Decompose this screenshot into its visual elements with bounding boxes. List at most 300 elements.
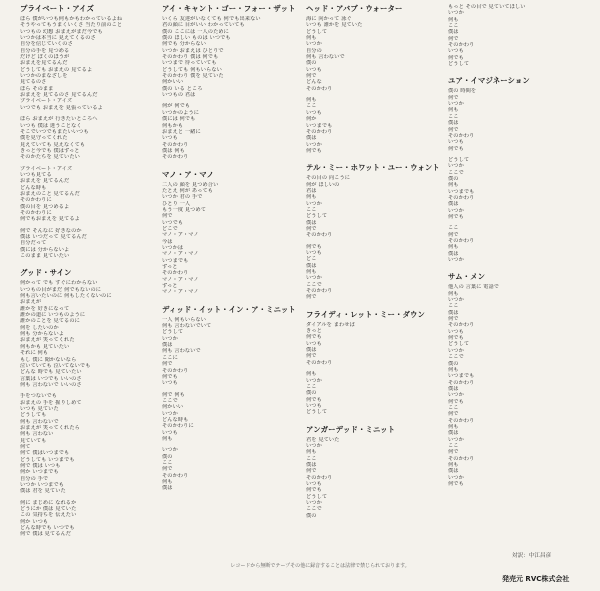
lyric-line: 何でも (448, 398, 464, 405)
column-3 (306, 4, 444, 528)
lyric-line: ほら 僕がいつも何もかもわかっているよね (20, 16, 123, 22)
lyric-line: いつもの 君は (162, 92, 196, 99)
lyric-line: いつまで 待っていても (162, 60, 217, 67)
lyric-line: ここ (306, 206, 317, 213)
song-block (306, 163, 444, 301)
song-title: アイ・キャント・ゴー・フォー・ザット (162, 4, 296, 13)
lyric-line: そのかわり 僕は 何でも (162, 54, 219, 61)
lyric-line: いつまでも (162, 257, 189, 264)
lyric-line: ここで (448, 169, 464, 176)
lyric-line: ひとり 一人 (162, 200, 191, 207)
lyric-line: 何も (448, 423, 459, 430)
lyric-line: いつも (448, 139, 464, 146)
lyric-line: だけど ぼくのほうが (20, 54, 70, 61)
lyric-line: いつも (306, 480, 322, 487)
lyric-line: 今は (162, 238, 173, 245)
lyric-line: どんな時も (162, 416, 189, 423)
lyric-line: ここ (448, 442, 459, 449)
lyric-line: 何も (448, 290, 459, 297)
lyric-line: 何も (162, 479, 173, 485)
lyric-line: いつも (162, 380, 178, 387)
lyric-line: そのかわり (448, 238, 475, 244)
lyric-line: いつか (306, 41, 322, 48)
lyric-line: いつも 僕は 迷うことなく (20, 122, 82, 129)
lyric-line: マノ・ア・マノ (162, 232, 199, 239)
lyric-line: 何でも (448, 213, 464, 220)
column-1 (20, 4, 158, 547)
lyric-line: ここ (306, 383, 317, 390)
lyric-line: 何かって でも すぐにわからない (20, 280, 98, 287)
lyric-line: 何も 言わないで (20, 418, 59, 425)
lyric-line: いつかのように (162, 109, 200, 116)
lyric-line: どこで (162, 225, 178, 232)
song-title: テル・ミー・ホワット・ユー・ウォント (306, 163, 440, 173)
lyric-line: 何でも (306, 396, 322, 403)
lyric-line: その目の 向こうに (306, 175, 351, 182)
lyric-line: 何でも (448, 145, 464, 152)
lyric-line: おまえが (20, 299, 42, 306)
lyric-line: 何も (306, 194, 317, 201)
lyric-line: きっと今でも 僕はずっと (20, 147, 80, 154)
song-block (20, 268, 158, 537)
lyric-line: そうやってもうまくいくさ 当たり前のこと (20, 22, 123, 29)
lyric-line: いつまでも (306, 122, 333, 129)
lyric-line: それに 何も (20, 350, 49, 357)
lyric-line: 何で (448, 316, 459, 323)
song-block (306, 4, 444, 154)
lyric-line: 僕には 何でも (162, 116, 196, 123)
lyric-line: どうして (306, 213, 328, 220)
song-block (448, 76, 586, 263)
lyric-line: 僕の (448, 175, 459, 182)
lyric-line: いつか (306, 442, 322, 449)
lyric-line: そのかわり (306, 128, 333, 135)
lyric-line: おまえと 一緒に (162, 128, 201, 135)
lyric-line: 何で (448, 231, 459, 238)
lyric-line: 僕は (306, 461, 317, 468)
lyric-line: 僕は いつだって 見てるんだ (20, 234, 87, 240)
lyric-line: 僕は (448, 468, 459, 475)
lyric-line: そのかわりに (20, 209, 52, 216)
lyric-line: 僕の (448, 360, 459, 367)
publisher-credit: 発売元 RVC株式会社 (502, 575, 570, 583)
lyric-line: 何も (306, 371, 317, 378)
lyric-line: いつでも (162, 219, 184, 226)
lyric-line: どこ (306, 256, 317, 263)
lyric-line: ここ (306, 455, 317, 462)
lyric-line: 何で (306, 73, 317, 80)
lyric-line: いつか (448, 474, 464, 481)
lyric-line: 何で 僕は 見てるんだ (20, 531, 72, 538)
lyric-line: 何が ほしいの (306, 181, 340, 188)
lyric-line: そのかわり (162, 141, 189, 148)
lyric-line: ここ (448, 113, 459, 120)
lyric-line: 僕の ここには 一人のために (162, 28, 229, 35)
lyric-line: どうしても 何もいらない (162, 66, 222, 73)
lyric-line: このまま 見ていたい (20, 253, 70, 260)
copyright-footnote: レコードから無断でテープその他に録音することは法律で禁じられております。 (230, 563, 410, 569)
lyric-line: いつか (162, 447, 178, 454)
lyric-line: おまえの 手を 握りしめて (20, 399, 82, 406)
lyric-line: 何も 言わない (20, 431, 54, 438)
lyric-line: 僕は (162, 342, 173, 349)
lyric-line: 何も (306, 449, 317, 456)
lyric-line: 何でも (448, 481, 464, 488)
song-title: サム・メン (448, 272, 486, 282)
lyric-line: 何も 言わないで (306, 54, 345, 61)
lyric-line: マノ・ア・マノ (162, 289, 199, 296)
lyric-line: 一人 何もいらない (162, 316, 207, 323)
lyric-line: 僕は (162, 485, 173, 492)
lyric-line: いつか (448, 101, 464, 108)
lyric-line: そのかわり (162, 367, 189, 374)
lyric-line: いつか (448, 347, 464, 354)
lyric-line: 僕は (448, 201, 459, 208)
song-title: プライベート・アイズ (20, 4, 94, 13)
lyric-line: 僕は 何も (162, 147, 185, 154)
lyric-line: いつも (162, 429, 178, 436)
lyric-line: 何も (306, 35, 317, 42)
lyric-line: 僕は (306, 347, 317, 354)
lyric-line: どんな 時でも 見ていたい (20, 369, 82, 376)
lyric-line: 何も (306, 269, 317, 276)
lyric-line: 僕は (448, 250, 459, 257)
lyric-line: どうしても おまえの 見てるよ (20, 66, 93, 73)
lyric-line: いつも 誰かを 見ていた (306, 22, 363, 29)
lyric-line: どうしても (20, 412, 47, 419)
lyric-line: 僕には 分からないよ (20, 246, 70, 253)
lyric-line: いつまでも (448, 188, 475, 195)
lyric-line: 何でも (448, 335, 464, 342)
lyric-line: ずっと (162, 264, 178, 271)
lyric-line: 見えていても 見えなくても (20, 141, 86, 148)
lyric-line: おまえが 笑ってくれた (20, 337, 75, 344)
lyric-line: もう一度 見つめて (162, 206, 207, 213)
lyric-line: そのかわり (306, 288, 333, 295)
lyric-line: そのかたちを 見ていたい (20, 154, 80, 161)
lyric-line: ここ (448, 225, 459, 232)
song-block (162, 305, 300, 492)
lyric-line: そのかわり (448, 322, 475, 329)
lyric-line: いくら 友達がいなくても 何でも出来ない (162, 16, 261, 22)
lyric-line: ほら おまえが 行きたいところへ (20, 116, 98, 123)
lyric-line: 何かいい (162, 404, 184, 411)
lyric-line: いつか 君の 手で (162, 194, 203, 201)
lyric-line: どうして (448, 156, 470, 163)
lyric-line: 僕の (306, 512, 317, 519)
lyric-line: いつも (448, 328, 464, 335)
song-title: フライディ・レット・ミー・ダウン (306, 309, 425, 319)
lyric-line: 泣いていても 泣いてないでも (20, 362, 91, 369)
lyric-line: 僕の 時間を (448, 88, 477, 95)
lyric-line: ほら そのまま (20, 85, 54, 92)
lyric-line: 何でも 分からない (162, 41, 207, 48)
song-block (448, 4, 586, 67)
lyric-line: ここ (448, 404, 459, 411)
lyric-line: 僕の (306, 60, 317, 67)
lyric-line: 何で (448, 126, 459, 133)
lyric-line: 何も 分からないよ (20, 331, 65, 338)
lyric-line: 何て (20, 443, 31, 450)
lyric-line: 何も (162, 435, 173, 442)
lyric-line: いつか (448, 297, 464, 304)
lyric-line: 僕の (306, 390, 317, 397)
lyric-line: 他人の 言葉に 電話で (448, 284, 500, 291)
lyric-line: 僕の目を 見つめるよ (20, 203, 70, 210)
lyric-line: もし 僕に 聞かないなら (20, 356, 77, 363)
song-title: ヘッド・アバブ・ウォーター (306, 4, 403, 13)
lyric-line: 何でも (306, 243, 322, 250)
lyric-line: いつもの目がまだ 何でもないのに (20, 286, 102, 293)
lyric-line: どうして (306, 493, 328, 500)
lyric-line: どうして (306, 409, 328, 416)
lyric-line: ここ (162, 459, 173, 466)
lyric-line: 何か (306, 116, 317, 123)
lyric-line: いつも (448, 48, 464, 55)
column-2 (162, 4, 300, 501)
lyric-line: ここで (306, 506, 322, 513)
lyric-line: 何が 何でも (162, 103, 191, 110)
lyric-line: 自分の手を 見つめる (20, 47, 70, 54)
lyric-line: 僕は (306, 135, 317, 142)
lyric-line: そのかわりに (20, 197, 52, 204)
lyric-line: どんな時でも いつでも (20, 525, 75, 532)
lyric-line: 何に まじめに なれるか (20, 499, 77, 506)
lyric-line: そこでいつでもまたいいつも (20, 128, 89, 135)
lyric-line: 何で (306, 468, 317, 475)
lyric-line: 僕の (162, 453, 173, 460)
lyric-line: いつか (162, 410, 178, 417)
lyric-line: そのかわり (306, 85, 333, 92)
lyric-line: 何で (448, 94, 459, 101)
lyric-line: いつも (306, 340, 322, 347)
song-block (20, 4, 158, 259)
lyric-line: いつも (306, 66, 322, 73)
lyric-line: どうして (306, 28, 328, 35)
lyric-line: いつでも おまえを 見張っているよ (20, 104, 103, 111)
lyric-line: 何で (306, 294, 317, 301)
song-title: マノ・ア・マノ (162, 169, 214, 179)
lyric-line: いつかのまなざしを (20, 73, 68, 80)
lyric-line: ずっと (162, 283, 178, 290)
lyric-line: どうして (162, 329, 184, 336)
lyric-line: 何か いつも (20, 518, 49, 525)
lyric-line: 自分の 手で (20, 475, 49, 482)
song-block (162, 170, 300, 296)
lyric-line: 何を したいのか (20, 324, 59, 331)
lyric-line: そのかわり (448, 455, 475, 462)
lyric-line: 何で (448, 411, 459, 418)
lyric-line: 何でも (162, 373, 178, 380)
lyric-line: 手をつないでも (20, 393, 58, 400)
lyric-line: いつか (306, 500, 322, 506)
lyric-line: 何も (448, 107, 459, 114)
song-block (448, 272, 586, 487)
lyric-line: 君の顔に 目がいい わかっていても (162, 22, 245, 29)
lyric-line: いつかは本当に 見えてくるのさ (20, 35, 96, 42)
lyric-line: そのかわり (306, 359, 333, 366)
lyric-line: 誰かの道に いつものように (20, 312, 86, 319)
song-title: ユア・イマジネーション (448, 76, 530, 86)
lyric-line: この 気持ちを 伝えたい (20, 512, 77, 519)
lyric-line: いつか (306, 141, 322, 148)
lyric-line: どうして (448, 341, 470, 348)
lyric-line: 何で (448, 35, 459, 42)
lyric-line: 僕の ほしい ものは いつでも (162, 35, 231, 42)
lyric-line: 自分だって (20, 240, 47, 247)
lyric-line: ここ (448, 23, 459, 30)
lyric-line: 何も (448, 462, 459, 468)
song-title: アンガーデッド・ミニット (306, 424, 396, 434)
lyric-line: そのかわり (162, 154, 189, 161)
lyric-line: 僕は 君を 見ていた (20, 488, 66, 495)
lyric-line: いつか (162, 335, 178, 342)
lyric-line: そのかわり (448, 379, 475, 386)
lyric-line: 何も (448, 16, 459, 23)
translator-credit: 対訳：中江昌彦 (512, 553, 552, 559)
lyric-line: 海に 向かって 泳ぐ (306, 16, 352, 22)
lyric-line: 僕は (448, 430, 459, 437)
lyric-line: 何も (448, 182, 459, 189)
lyric-line: いつか (448, 163, 464, 170)
lyric-line: 僕は (306, 262, 317, 269)
lyric-line: ここ (306, 103, 317, 110)
lyric-line: いつも (162, 135, 178, 142)
lyric-line: 僕を見守ってくれた (20, 135, 68, 142)
lyric-line: 見てるのさ (20, 79, 47, 86)
lyric-line: 何で 僕は いつも (20, 463, 61, 469)
song-block (306, 425, 444, 519)
lyric-line: 何で (162, 361, 173, 368)
lyric-line: いつか (448, 10, 464, 17)
lyric-line: 何で (162, 213, 173, 220)
lyric-line: 何も言いたいのに 何もしたくないのに (20, 293, 112, 300)
lyric-line: 言葉は いつでも いいのさ (20, 375, 82, 382)
lyric-line: 誰かを 好きになって (20, 305, 70, 312)
lyric-line: 自分を信じていくのさ (20, 41, 73, 48)
lyric-line: おまえを 見てるのさ 見てるんだ (20, 92, 98, 99)
lyric-line: いつも (306, 109, 322, 116)
lyric-line: 何でも (306, 334, 322, 341)
column-4 (448, 4, 586, 496)
lyric-line: きっと (306, 328, 322, 335)
lyric-line: いつも (306, 402, 322, 409)
lyric-line: そのかわり (448, 132, 475, 139)
lyric-line: プライベート・アイズ (20, 165, 73, 172)
lyric-line: そのかわりに (162, 423, 194, 430)
lyric-line: いつか (448, 392, 464, 399)
lyric-line: 誰かのことを 見てるのに (20, 318, 80, 325)
lyric-line: そのかわり (448, 42, 475, 49)
lyric-line: おまえを見てるんだ (20, 60, 68, 67)
lyric-line: 何か いつまでも (20, 469, 59, 476)
lyric-line: おまえを 見てるんだ (20, 178, 70, 185)
lyric-line: 見ていても (20, 437, 47, 444)
lyric-line: 何でも (448, 54, 464, 61)
lyric-line: ここ (448, 303, 459, 310)
lyric-line: 二人の 顔を 見つめ合い (162, 181, 219, 188)
lyric-line: いつか (448, 436, 464, 443)
lyric-line: いつかは (162, 245, 184, 251)
lyric-line: おまえのこと 見てるんだ (20, 190, 80, 197)
lyric-line: 何も 言わないで (162, 348, 201, 355)
lyric-line: いつも 見ていた (20, 405, 59, 412)
lyric-line: 何も (448, 366, 459, 373)
lyric-line: いつもの 幻想 おまえがまだ今でも (20, 28, 103, 35)
lyric-line: 何で (162, 466, 173, 473)
lyric-line: 僕は (448, 385, 459, 392)
lyric-line: どうしても いつまでも (20, 456, 75, 463)
lyric-line: もっと その目で 見ていてほしい (448, 4, 526, 10)
lyric-line: 僕は (448, 29, 459, 36)
lyric-line: そのかわり (162, 270, 189, 277)
lyric-line: 君を 見ていた (306, 436, 340, 443)
lyric-line: 僕は (448, 309, 459, 316)
song-title: ディッド・イット・イン・ア・ミニット (162, 304, 296, 314)
lyric-line: 何て 僕はいつまでも (20, 450, 70, 457)
lyric-line: 何もかも (162, 122, 184, 129)
lyric-line: そのかわり (162, 472, 189, 479)
lyric-line: そのかわり 僕を 見ていた (162, 73, 224, 80)
lyric-line: そのかわり (306, 474, 333, 481)
song-title: グッド・サイン (20, 268, 72, 278)
song-block (162, 4, 300, 161)
lyric-line: 僕は (306, 219, 317, 226)
lyric-line: マノ・ア・マノ (162, 276, 199, 283)
lyric-line: 君は (306, 187, 317, 194)
lyric-line: 何かいい (162, 79, 184, 86)
lyric-line: いつか (448, 257, 464, 264)
lyric-line: 何で 何も (162, 391, 185, 398)
lyric-line: 何でも (306, 147, 322, 154)
lyric-line: 何もかも 見ていたい (20, 343, 70, 350)
lyric-line: いつか (306, 275, 322, 282)
lyric-line: 何で (306, 353, 317, 360)
lyric-line: いつか (306, 377, 322, 384)
lyric-line: 何で (306, 225, 317, 232)
lyric-line: いつか おまえは ひとりで (162, 47, 224, 54)
lyric-line: いつも見てる (20, 171, 52, 178)
lyric-line: そのかわり (306, 232, 333, 239)
lyric-line: いつも (306, 250, 322, 256)
lyric-line: 何で そんなに 好きなのか (20, 227, 82, 234)
lyric-line: ここで (448, 354, 464, 361)
lyric-line: 僕は (448, 120, 459, 127)
lyric-line: 僕の いる ところ (162, 85, 203, 92)
lyric-line: そのかわり (448, 417, 475, 424)
lyric-line: 何も 言わないで いいのさ (20, 381, 82, 388)
lyric-line: どんな (306, 79, 322, 86)
lyric-line: 何でも (306, 487, 322, 494)
lyric-line: いつまでも (448, 373, 475, 380)
lyric-line: 何で (448, 449, 459, 456)
lyric-line: どんな時も (20, 184, 47, 191)
lyric-line: プライベート・アイズ (20, 98, 73, 105)
lyric-line: 自分の (306, 47, 322, 54)
lyric-line: ここで (306, 281, 322, 288)
lyric-line: ここで (162, 397, 178, 404)
lyric-line: いつか (306, 200, 322, 207)
lyric-line: 何も (448, 244, 459, 251)
lyric-line: 何も 言わないでいて (162, 323, 212, 330)
lyric-line: 何も (306, 97, 317, 104)
lyric-line: ここに (162, 354, 178, 361)
lyric-line: おまえが 笑ってくれたら (20, 424, 80, 431)
lyric-line: マノ・ア・マノ (162, 251, 199, 258)
lyric-line: ダイアルを まわせば (306, 321, 355, 328)
lyric-line: どうにか 僕は 見ていた (20, 506, 77, 513)
lyric-line: たとえ 何が あっても (162, 187, 214, 194)
